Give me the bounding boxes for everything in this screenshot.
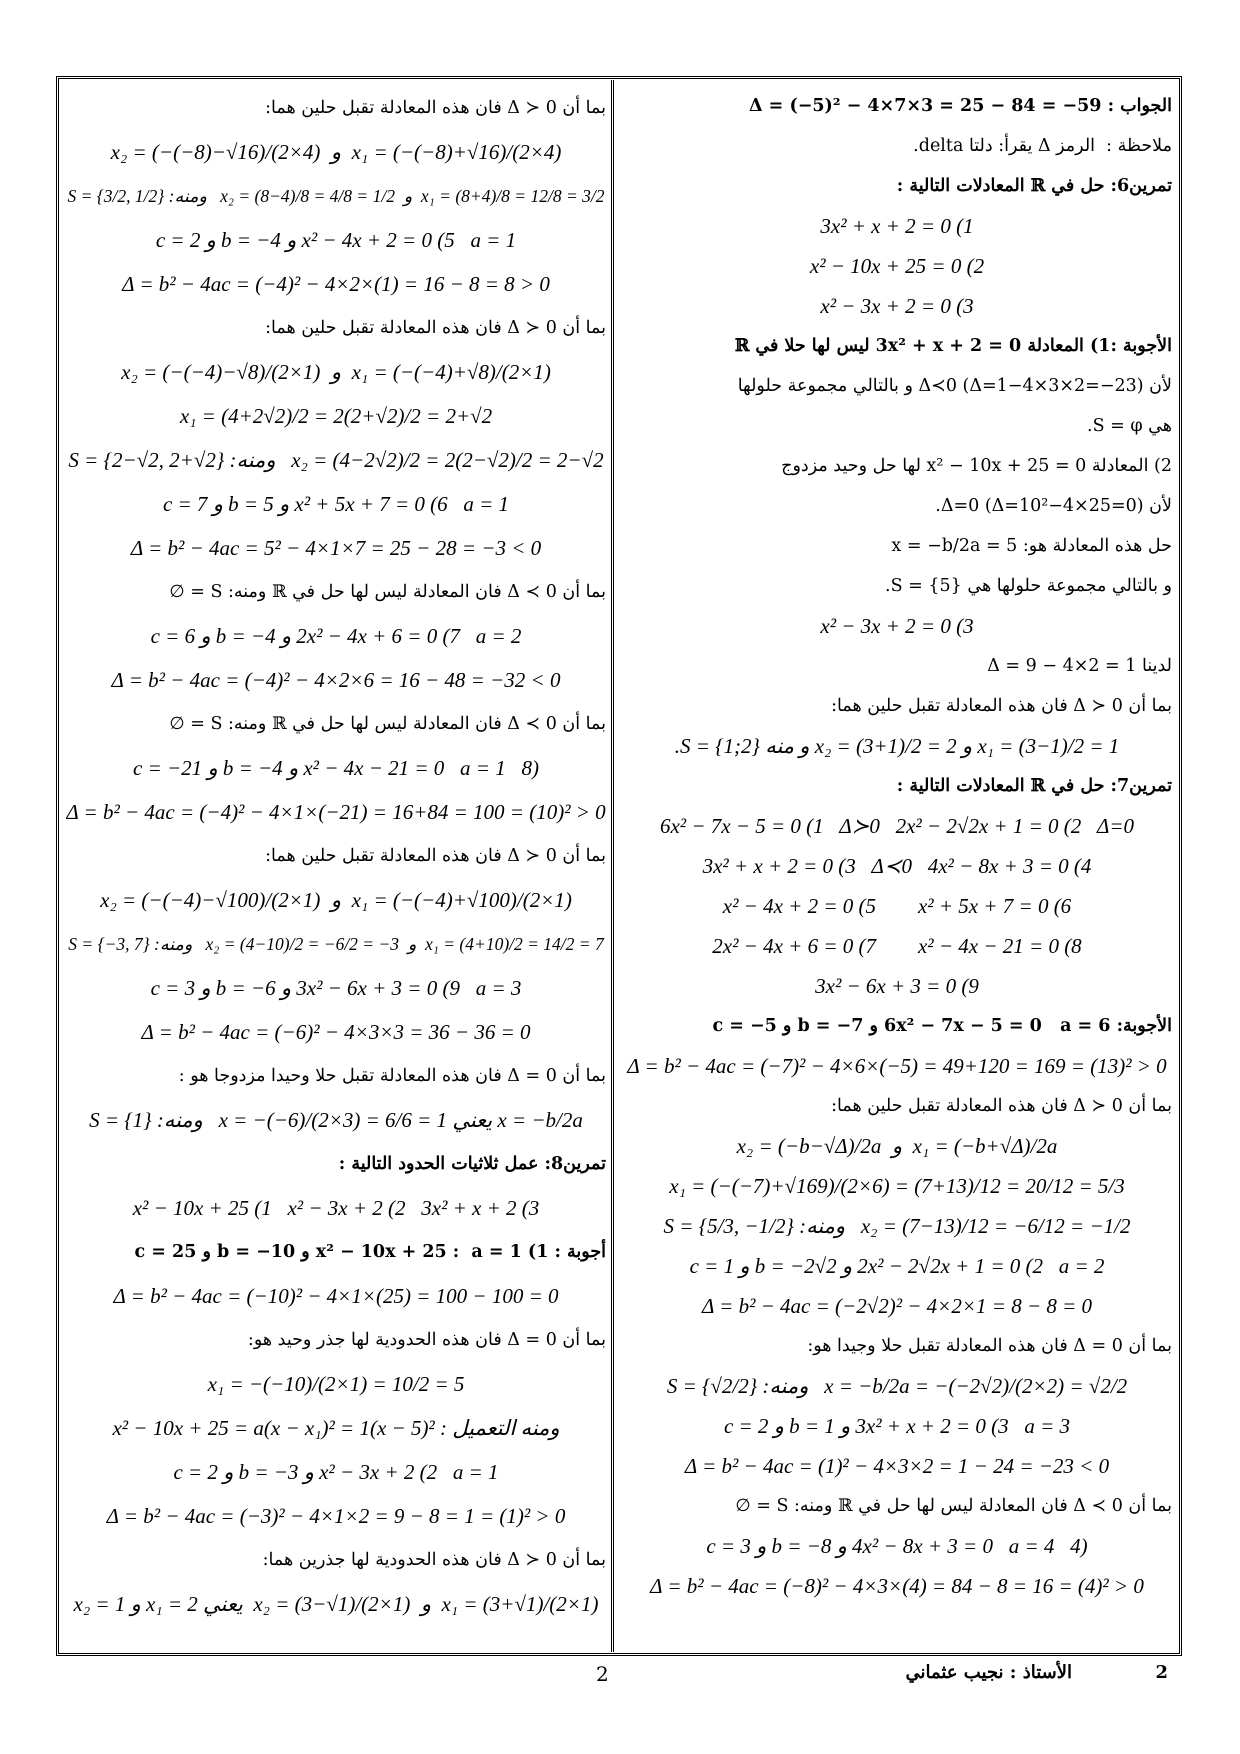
column-divider — [611, 80, 614, 1652]
text-line: x² − 4x + 2 = 0 (5 x² + 5x + 7 = 0 (6 — [722, 894, 1072, 918]
text-line: 3x² + x + 2 = 0 (1 — [820, 214, 974, 238]
text-line: x₁ = (−(−4)+√100)/(2×1) و x₂ = (−(−4)−√100)/(2×1) — [100, 888, 572, 912]
text-line: Δ = b² − 4ac = (−2√2)² − 4×2×1 = 8 − 8 = 0 — [701, 1294, 1093, 1318]
text-line: لأن Δ≺0 (Δ=1−4×3×2=−23) و بالتالي مجموعة حلولها — [737, 376, 1172, 396]
text-line: ومنه التعميل : x² − 10x + 25 = a(x − x₁)² = 1(x − 5)² — [112, 1416, 560, 1440]
text-line: x² − 3x + 2 (2 a = 1 و b = −3 و c = 2 — [173, 1460, 499, 1484]
text-line: بما أن Δ ≻ 0 فان هذه المعادلة تقبل حلين هما: — [265, 846, 606, 866]
text-line: x₁ = (−(−8)+√16)/(2×4) و x₂ = (−(−8)−√16)/(2×4) — [110, 140, 562, 164]
text-line: 2x² − 2√2x + 1 = 0 (2 a = 2 و b = −2√2 و c = 1 — [689, 1254, 1105, 1278]
text-line: x² − 4x + 2 = 0 (5 a = 1 و b = −4 و c = 2 — [155, 228, 517, 252]
text-line: x₁ = (8+4)/8 = 12/8 = 3/2 و x₂ = (8−4)/8 = 4/8 = 1/2 ومنه: S = {3/2, 1/2} — [67, 186, 605, 206]
text-line: x₁ = (4+2√2)/2 = 2(2+√2)/2 = 2+√2 — [179, 404, 493, 428]
text-line: (8 x² − 4x − 21 = 0 a = 1 و b = −4 و c = −21 — [133, 756, 539, 780]
text-line: x² − 10x + 25 = 0 (2 — [809, 254, 985, 278]
text-line: x² − 3x + 2 = 0 (3 — [820, 294, 974, 318]
text-line: x₂ = (7−13)/12 = −6/12 = −1/2 ومنه: S = {5/3, −1/2} — [663, 1214, 1131, 1238]
page-number-center: 2 — [596, 1662, 609, 1686]
text-line: و بالتالي مجموعة حلولها هي S = {5}. — [885, 576, 1172, 596]
text-line: بما أن Δ = 0 فان هذه الحدودية لها جذر وحيد هو: — [247, 1330, 606, 1350]
text-line: x₁ = (−(−7)+√169)/(2×6) = (7+13)/12 = 20/12 = 5/3 — [669, 1174, 1125, 1198]
text-line: بما أن Δ ≻ 0 فان هذه المعادلة تقبل حلين هما: — [831, 696, 1172, 716]
page-footer — [56, 1662, 1182, 1702]
text-line: 2) المعادلة x² − 10x + 25 = 0 لها حل وحيد مزدوج — [781, 456, 1172, 476]
text-line: 2x² − 4x + 6 = 0 (7 x² − 4x − 21 = 0 (8 — [712, 934, 1082, 958]
text-line: x = −b/2a يعني x = −(−6)/(2×3) = 6/6 = 1 ومنه: S = {1} — [89, 1108, 583, 1132]
text-line: هي S = φ. — [1087, 416, 1172, 436]
text-line: x = −b/2a = −(−2√2)/(2×2) = √2/2 ومنه: S = {√2/2} — [666, 1374, 1128, 1398]
text-line: x₂ = (4−2√2)/2 = 2(2−√2)/2 = 2−√2 ومنه: S = {2−√2, 2+√2} — [68, 448, 604, 472]
text-line: تمرين6: حل في ℝ المعادلات التالية : — [896, 176, 1172, 196]
text-line: بما أن Δ ≻ 0 فان هذه المعادلة تقبل حلين هما: — [265, 98, 606, 118]
text-line: أجوبة : 1) x² − 10x + 25 : a = 1 و b = −10 و c = 25 — [134, 1242, 606, 1262]
text-line: x₁ = −(−10)/(2×1) = 10/2 = 5 — [207, 1372, 465, 1396]
text-line: بما أن Δ = 0 فان هذه المعادلة تقبل حلا وحيدا مزدوجا هو : — [178, 1066, 606, 1086]
text-line: 3x² + x + 2 = 0 (3 Δ≺0 4x² − 8x + 3 = 0 (4 — [702, 854, 1092, 878]
text-line: Δ = b² − 4ac = (−8)² − 4×3×(4) = 84 − 8 = 16 = (4)² > 0 — [650, 1574, 1144, 1598]
author-name: الأستاذ : نجيب عثماني — [905, 1662, 1072, 1683]
text-line: x² − 3x + 2 = 0 (3 — [820, 614, 974, 638]
text-line: Δ = b² − 4ac = (−4)² − 4×1×(−21) = 16+84 = 100 = (10)² > 0 — [66, 800, 606, 824]
text-line: x₁ = (4+10)/2 = 14/2 = 7 و x₂ = (4−10)/2 = −6/2 = −3 ومنه: S = {−3, 7} — [68, 934, 604, 954]
text-line: بما أن Δ ≻ 0 فان هذه الحدودية لها جذرين هما: — [262, 1550, 606, 1570]
text-line: تمرين7: حل في ℝ المعادلات التالية : — [896, 776, 1172, 796]
text-line: x₁ = (−(−4)+√8)/(2×1) و x₂ = (−(−4)−√8)/(2×1) — [121, 360, 551, 384]
text-line: بما أن Δ ≺ 0 فان المعادلة ليس لها حل في ℝ ومنه: S = ∅ — [169, 714, 606, 734]
text-line: الأجوبة :1) المعادلة 3x² + x + 2 = 0 ليس لها حلا في ℝ — [734, 336, 1172, 356]
text-line: Δ = b² − 4ac = (−7)² − 4×6×(−5) = 49+120 = 169 = (13)² > 0 — [627, 1054, 1167, 1078]
page-number: 2 — [1155, 1662, 1168, 1683]
right-column — [622, 86, 1172, 1646]
text-line: ملاحظة : الرمز Δ يقرأ: دلتا delta. — [913, 136, 1172, 156]
text-line: بما أن Δ ≺ 0 فان المعادلة ليس لها حل في ℝ ومنه: S = ∅ — [735, 1496, 1172, 1516]
text-line: x₁ = (3+√1)/(2×1) و x₂ = (3−√1)/(2×1) يعني x₁ = 2 و x₂ = 1 — [73, 1592, 599, 1616]
text-line: (4 4x² − 8x + 3 = 0 a = 4 و b = −8 و c = 3 — [706, 1534, 1088, 1558]
text-line: بما أن Δ ≻ 0 فان هذه المعادلة تقبل حلين هما: — [831, 1096, 1172, 1116]
text-line: 6x² − 7x − 5 = 0 (1 Δ≻0 2x² − 2√2x + 1 = 0 (2 Δ=0 — [659, 814, 1135, 838]
text-line: x₁ = (−b+√Δ)/2a و x₂ = (−b−√Δ)/2a — [736, 1134, 1058, 1158]
text-line: الجواب : Δ = (−5)² − 4×7×3 = 25 − 84 = −59 — [749, 96, 1172, 116]
text-line: Δ = b² − 4ac = (−6)² − 4×3×3 = 36 − 36 = 0 — [141, 1020, 531, 1044]
text-line: تمرين8: عمل ثلاثيات الحدود التالية : — [338, 1154, 606, 1174]
text-line: الأجوبة: 6x² − 7x − 5 = 0 a = 6 و b = −7 و c = −5 — [712, 1016, 1172, 1036]
text-line: 2x² − 4x + 6 = 0 (7 a = 2 و b = −4 و c = 6 — [150, 624, 522, 648]
left-column — [66, 86, 606, 1646]
text-line: لأن Δ=0 (Δ=10²−4×25=0). — [935, 496, 1172, 516]
text-line: Δ = b² − 4ac = (−3)² − 4×1×2 = 9 − 8 = 1 = (1)² > 0 — [106, 1504, 566, 1528]
text-line: Δ = b² − 4ac = (−4)² − 4×2×(1) = 16 − 8 = 8 > 0 — [122, 272, 550, 296]
text-line: 3x² − 6x + 3 = 0 (9 — [815, 974, 979, 998]
text-line: x² + 5x + 7 = 0 (6 a = 1 و b = 5 و c = 7 — [162, 492, 510, 516]
text-line: Δ = b² − 4ac = (−10)² − 4×1×(25) = 100 − 100 = 0 — [113, 1284, 559, 1308]
text-line: لدينا Δ = 9 − 4×2 = 1 — [987, 656, 1172, 676]
text-line: Δ = b² − 4ac = (−4)² − 4×2×6 = 16 − 48 = −32 < 0 — [111, 668, 561, 692]
text-line: Δ = b² − 4ac = (1)² − 4×3×2 = 1 − 24 = −23 < 0 — [684, 1454, 1110, 1478]
text-line: بما أن Δ ≻ 0 فان هذه المعادلة تقبل حلين هما: — [265, 318, 606, 338]
text-line: بما أن Δ = 0 فان هذه المعادلة تقبل حلا وجيدا هو: — [807, 1336, 1172, 1356]
text-line: Δ = b² − 4ac = 5² − 4×1×7 = 25 − 28 = −3 < 0 — [130, 536, 542, 560]
text-line: 3x² − 6x + 3 = 0 (9 a = 3 و b = −6 و c = 3 — [150, 976, 522, 1000]
text-line: x² − 10x + 25 (1 x² − 3x + 2 (2 3x² + x + 2 (3 — [132, 1196, 540, 1220]
text-line: بما أن Δ ≺ 0 فان المعادلة ليس لها حل في ℝ ومنه: S = ∅ — [169, 582, 606, 602]
text-line: x₁ = (3−1)/2 = 1 و x₂ = (3+1)/2 = 2 و منه S = {1;2}. — [674, 734, 1120, 758]
text-line: 3x² + x + 2 = 0 (3 a = 3 و b = 1 و c = 2 — [723, 1414, 1071, 1438]
text-line: حل هذه المعادلة هو: x = −b/2a = 5 — [891, 536, 1172, 556]
